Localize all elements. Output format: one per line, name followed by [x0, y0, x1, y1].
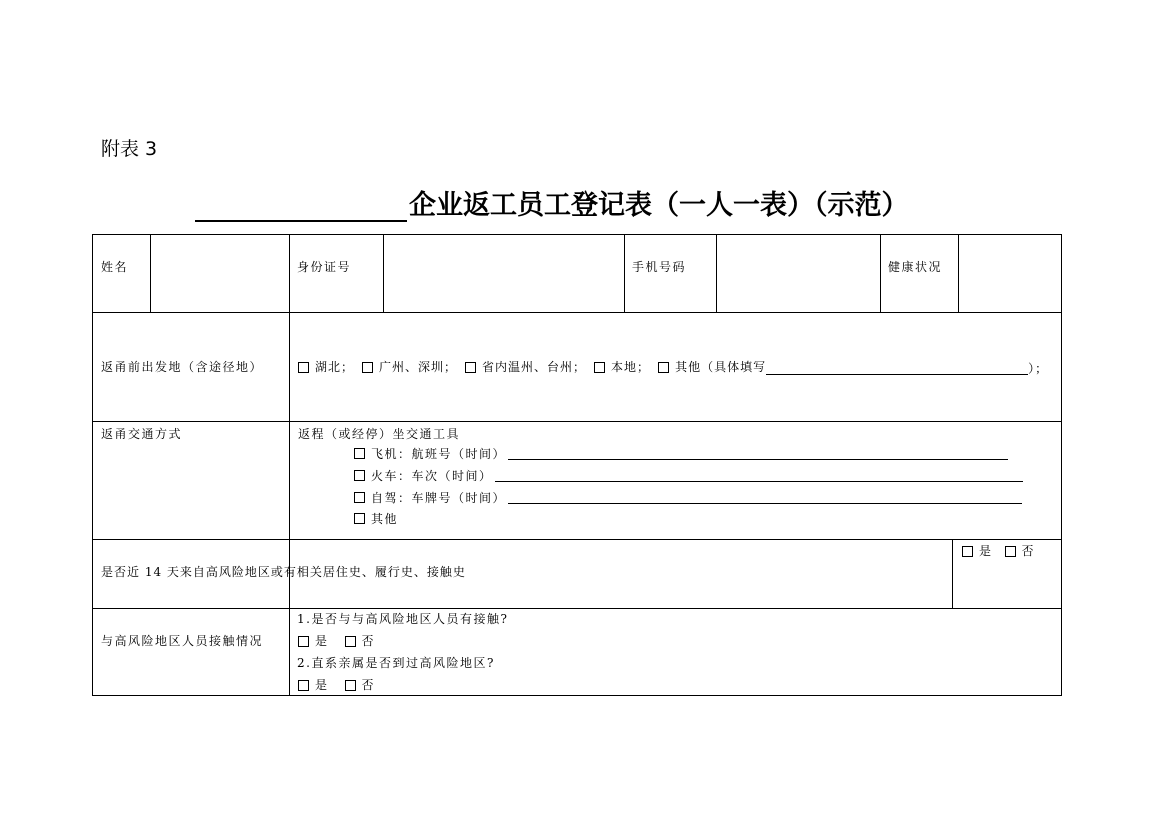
contact-question-2-options	[298, 677, 383, 695]
departure-option-guangzhou-shenzhen[interactable]: 广州、深圳；	[362, 359, 457, 375]
health-status-label: 健康状况	[888, 260, 943, 274]
table-line	[92, 539, 1062, 540]
phone-label: 手机号码	[632, 260, 687, 274]
checkbox-icon	[594, 362, 605, 373]
checkbox-icon	[362, 362, 373, 373]
transport-intro: 返程（或经停）坐交通工具	[298, 427, 461, 441]
flight-number-blank[interactable]	[508, 447, 1008, 460]
departure-option-wenzhou-taizhou[interactable]: 省内温州、台州；	[465, 359, 586, 375]
checkbox-icon	[658, 362, 669, 373]
departure-option-other[interactable]: 其他（具体填写	[658, 359, 766, 375]
transport-option-other[interactable]: 其他	[354, 511, 398, 527]
contact-q2-no[interactable]: 否	[345, 677, 376, 693]
table-line	[880, 234, 881, 312]
checkbox-icon	[962, 546, 973, 557]
name-field[interactable]	[151, 235, 289, 312]
high-risk-history-label: 是否近 14 天来自高风险地区或有相关居住史、履行史、接触史	[101, 565, 466, 579]
table-border-left	[92, 234, 93, 696]
table-border-bottom	[92, 695, 1062, 696]
departure-option-hubei[interactable]: 湖北；	[298, 359, 354, 375]
checkbox-icon	[298, 680, 309, 691]
id-number-label: 身份证号	[297, 260, 352, 274]
checkbox-icon	[1005, 546, 1016, 557]
contact-question-1: 1.是否与与高风险地区人员有接触?	[297, 612, 509, 626]
table-line	[624, 234, 625, 312]
checkbox-icon	[354, 448, 365, 459]
transport-option-flight[interactable]: 飞机：航班号（时间）	[354, 446, 1008, 462]
contact-q1-no[interactable]: 否	[345, 633, 376, 649]
departure-options: 湖北； 广州、深圳； 省内温州、台州； 本地； 其他（具体填写 ）；	[298, 359, 1048, 377]
table-line	[289, 234, 290, 696]
contact-q2-yes[interactable]: 是	[298, 677, 329, 693]
appendix-label: 附表 3	[101, 138, 158, 160]
departure-option-local[interactable]: 本地；	[594, 359, 650, 375]
checkbox-icon	[345, 636, 356, 647]
checkbox-icon	[298, 362, 309, 373]
plate-number-blank[interactable]	[508, 491, 1022, 504]
contact-q1-yes[interactable]: 是	[298, 633, 329, 649]
checkbox-icon	[354, 513, 365, 524]
transport-option-train[interactable]: 火车：车次（时间）	[354, 468, 1023, 484]
name-label: 姓名	[101, 260, 129, 274]
contact-question-2: 2.直系亲属是否到过高风险地区?	[297, 656, 495, 670]
checkbox-icon	[298, 636, 309, 647]
checkbox-icon	[354, 492, 365, 503]
id-number-field[interactable]	[384, 235, 624, 312]
table-line	[92, 608, 1062, 609]
departure-other-blank[interactable]	[766, 362, 1028, 375]
checkbox-icon	[354, 470, 365, 481]
high-risk-history-yes[interactable]: 是	[962, 543, 993, 559]
high-risk-history-options	[962, 543, 1035, 561]
high-risk-history-no[interactable]: 否	[1005, 543, 1036, 559]
company-name-blank[interactable]	[195, 190, 407, 222]
contact-label: 与高风险地区人员接触情况	[101, 634, 264, 648]
checkbox-icon	[345, 680, 356, 691]
checkbox-icon	[465, 362, 476, 373]
health-status-field[interactable]	[959, 235, 1061, 312]
contact-question-1-options	[298, 633, 383, 651]
departure-label: 返甬前出发地（含途径地）	[101, 360, 264, 374]
phone-field[interactable]	[717, 235, 880, 312]
table-line	[92, 421, 1062, 422]
transport-label: 返甬交通方式	[101, 427, 183, 441]
table-border-right	[1061, 234, 1062, 696]
train-number-blank[interactable]	[495, 469, 1023, 482]
transport-option-drive[interactable]: 自驾：车牌号（时间）	[354, 490, 1022, 506]
page-title-row	[195, 182, 909, 222]
page-title: 企业返工员工登记表（一人一表）（示范）	[409, 190, 909, 221]
table-line	[92, 312, 1062, 313]
table-line	[952, 539, 953, 608]
